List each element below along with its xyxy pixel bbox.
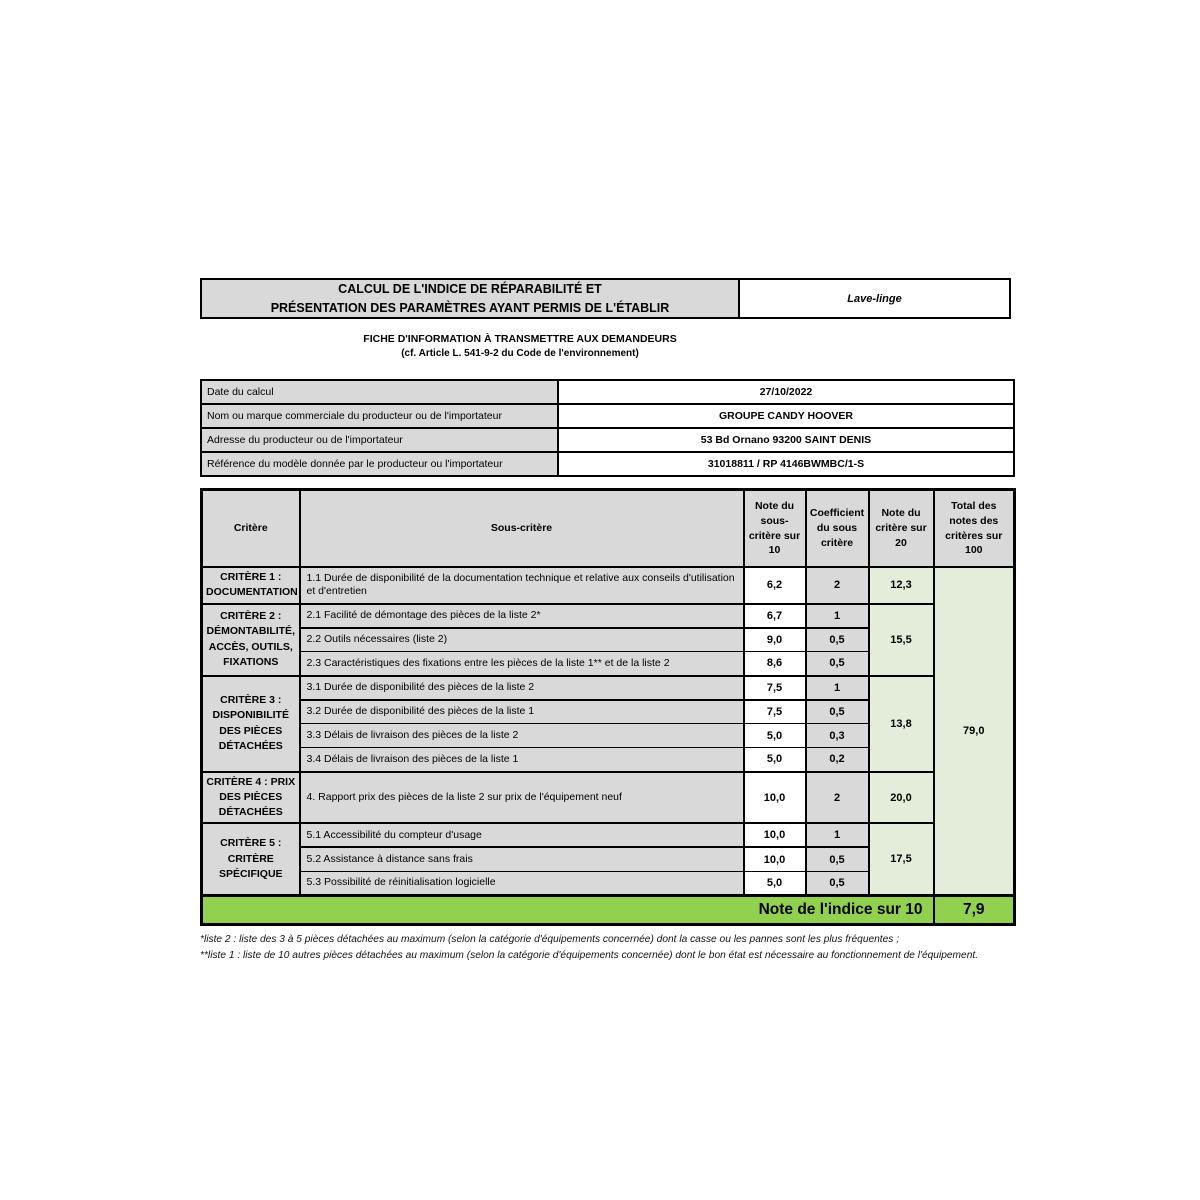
coeff-cell: 0,5 [806,652,869,676]
product-category-label: Lave-linge [847,292,902,305]
document-subtitle [200,331,840,362]
total-cell: 79,0 [934,567,1015,895]
note-cell: 7,5 [744,676,806,700]
info-value: GROUPE CANDY HOOVER [558,404,1014,428]
note-cell: 5,0 [744,871,806,895]
document-title [200,278,740,319]
criteria-table [200,488,1016,926]
coeff-cell: 0,5 [806,628,869,652]
footnote-2: **liste 1 : liste de 10 autres pièces détachées au maximum (selon la catégorie d'équipements concernée) dont le bon état est nécessaire au fonctionnement de l'équipement. [200,949,979,961]
criterion-cell: CRITÈRE 4 : PRIX DES PIÈCES DÉTACHÉES [202,772,300,824]
criterion-cell: CRITÈRE 3 : DISPONIBILITÉ DES PIÈCES DÉTACHÉES [202,676,300,772]
info-label: Date du calcul [201,380,558,404]
title-line-2: PRÉSENTATION DES PARAMÈTRES AYANT PERMIS DE L'ÉTABLIR [270,300,670,315]
subtitle-line-2: (cf. Article L. 541-9-2 du Code de l'environnement) [401,348,639,360]
subcriterion-cell: 5.2 Assistance à distance sans frais [300,847,744,871]
col-header-total-100: Total des notes des critères sur 100 [934,489,1015,567]
table-row [202,772,1015,824]
note-cell: 6,7 [744,604,806,628]
note-cell: 5,0 [744,748,806,772]
col-header-note-10: Note du sous-critère sur 10 [744,489,806,567]
subcriterion-cell: 1.1 Durée de disponibilité de la documentation technique et relative aux conseils d'utilisation et d'entretien [300,567,744,603]
note-cell: 10,0 [744,847,806,871]
index-footer-row [202,895,1015,924]
coeff-cell: 0,5 [806,700,869,724]
table-row [202,604,1015,628]
coeff-cell: 0,5 [806,871,869,895]
coeff-cell: 1 [806,676,869,700]
note-cell: 10,0 [744,823,806,847]
col-header-critere: Critère [202,489,300,567]
document-page [200,278,1013,963]
info-label: Nom ou marque commerciale du producteur ou de l'importateur [201,404,558,428]
subcriterion-cell: 2.2 Outils nécessaires (liste 2) [300,628,744,652]
info-value: 31018811 / RP 4146BWMBC/1-S [558,452,1014,476]
note20-cell: 13,8 [869,676,934,772]
criteria-header-row [202,489,1015,567]
subcriterion-cell: 5.3 Possibilité de réinitialisation logicielle [300,871,744,895]
coeff-cell: 2 [806,567,869,603]
criterion-cell: CRITÈRE 1 : DOCUMENTATION [202,567,300,603]
note-cell: 6,2 [744,567,806,603]
table-row [202,567,1015,603]
subcriterion-cell: 2.3 Caractéristiques des fixations entre les pièces de la liste 1** et de la liste 2 [300,652,744,676]
note20-cell: 15,5 [869,604,934,676]
subcriterion-cell: 5.1 Accessibilité du compteur d'usage [300,823,744,847]
product-category-box [738,278,1011,319]
note20-cell: 20,0 [869,772,934,824]
index-footer-value: 7,9 [934,895,1015,924]
coeff-cell: 2 [806,772,869,824]
subcriterion-cell: 4. Rapport prix des pièces de la liste 2 sur prix de l'équipement neuf [300,772,744,824]
subcriterion-cell: 3.4 Délais de livraison des pièces de la liste 1 [300,748,744,772]
col-header-sous-critere: Sous-critère [300,489,744,567]
col-header-coefficient: Coefficient du sous critère [806,489,869,567]
note-cell: 8,6 [744,652,806,676]
note-cell: 7,5 [744,700,806,724]
table-row [202,676,1015,700]
info-value: 53 Bd Ornano 93200 SAINT DENIS [558,428,1014,452]
coeff-cell: 0,3 [806,724,869,748]
info-row-date [201,380,1014,404]
criterion-cell: CRITÈRE 2 : DÉMONTABILITÉ, ACCÈS, OUTILS, FIXATIONS [202,604,300,676]
coeff-cell: 0,5 [806,847,869,871]
table-row [202,823,1015,847]
coeff-cell: 1 [806,823,869,847]
producer-info-table [200,379,1015,477]
info-row-reference [201,452,1014,476]
info-row-producer [201,404,1014,428]
subcriterion-cell: 2.1 Facilité de démontage des pièces de la liste 2* [300,604,744,628]
note20-cell: 12,3 [869,567,934,603]
col-header-note-20: Note du critère sur 20 [869,489,934,567]
subcriterion-cell: 3.2 Durée de disponibilité des pièces de la liste 1 [300,700,744,724]
note-cell: 5,0 [744,724,806,748]
info-value: 27/10/2022 [558,380,1014,404]
title-line-1: CALCUL DE L'INDICE DE RÉPARABILITÉ ET [338,281,602,296]
note-cell: 9,0 [744,628,806,652]
index-footer-label: Note de l'indice sur 10 [202,895,934,924]
note20-cell: 17,5 [869,823,934,895]
note-cell: 10,0 [744,772,806,824]
criterion-cell: CRITÈRE 5 : CRITÈRE SPÉCIFIQUE [202,823,300,895]
document-header [200,278,1013,319]
info-row-address [201,428,1014,452]
coeff-cell: 1 [806,604,869,628]
subtitle-line-1: FICHE D'INFORMATION À TRANSMETTRE AUX DEMANDEURS [363,333,677,345]
coeff-cell: 0,2 [806,748,869,772]
info-label: Référence du modèle donnée par le producteur ou l'importateur [201,452,558,476]
footnotes [200,932,1013,964]
info-label: Adresse du producteur ou de l'importateur [201,428,558,452]
subcriterion-cell: 3.1 Durée de disponibilité des pièces de la liste 2 [300,676,744,700]
subcriterion-cell: 3.3 Délais de livraison des pièces de la liste 2 [300,724,744,748]
footnote-1: *liste 2 : liste des 3 à 5 pièces détachées au maximum (selon la catégorie d'équipements concernée) dont la casse ou les pannes sont les plus fréquentes ; [200,933,900,945]
